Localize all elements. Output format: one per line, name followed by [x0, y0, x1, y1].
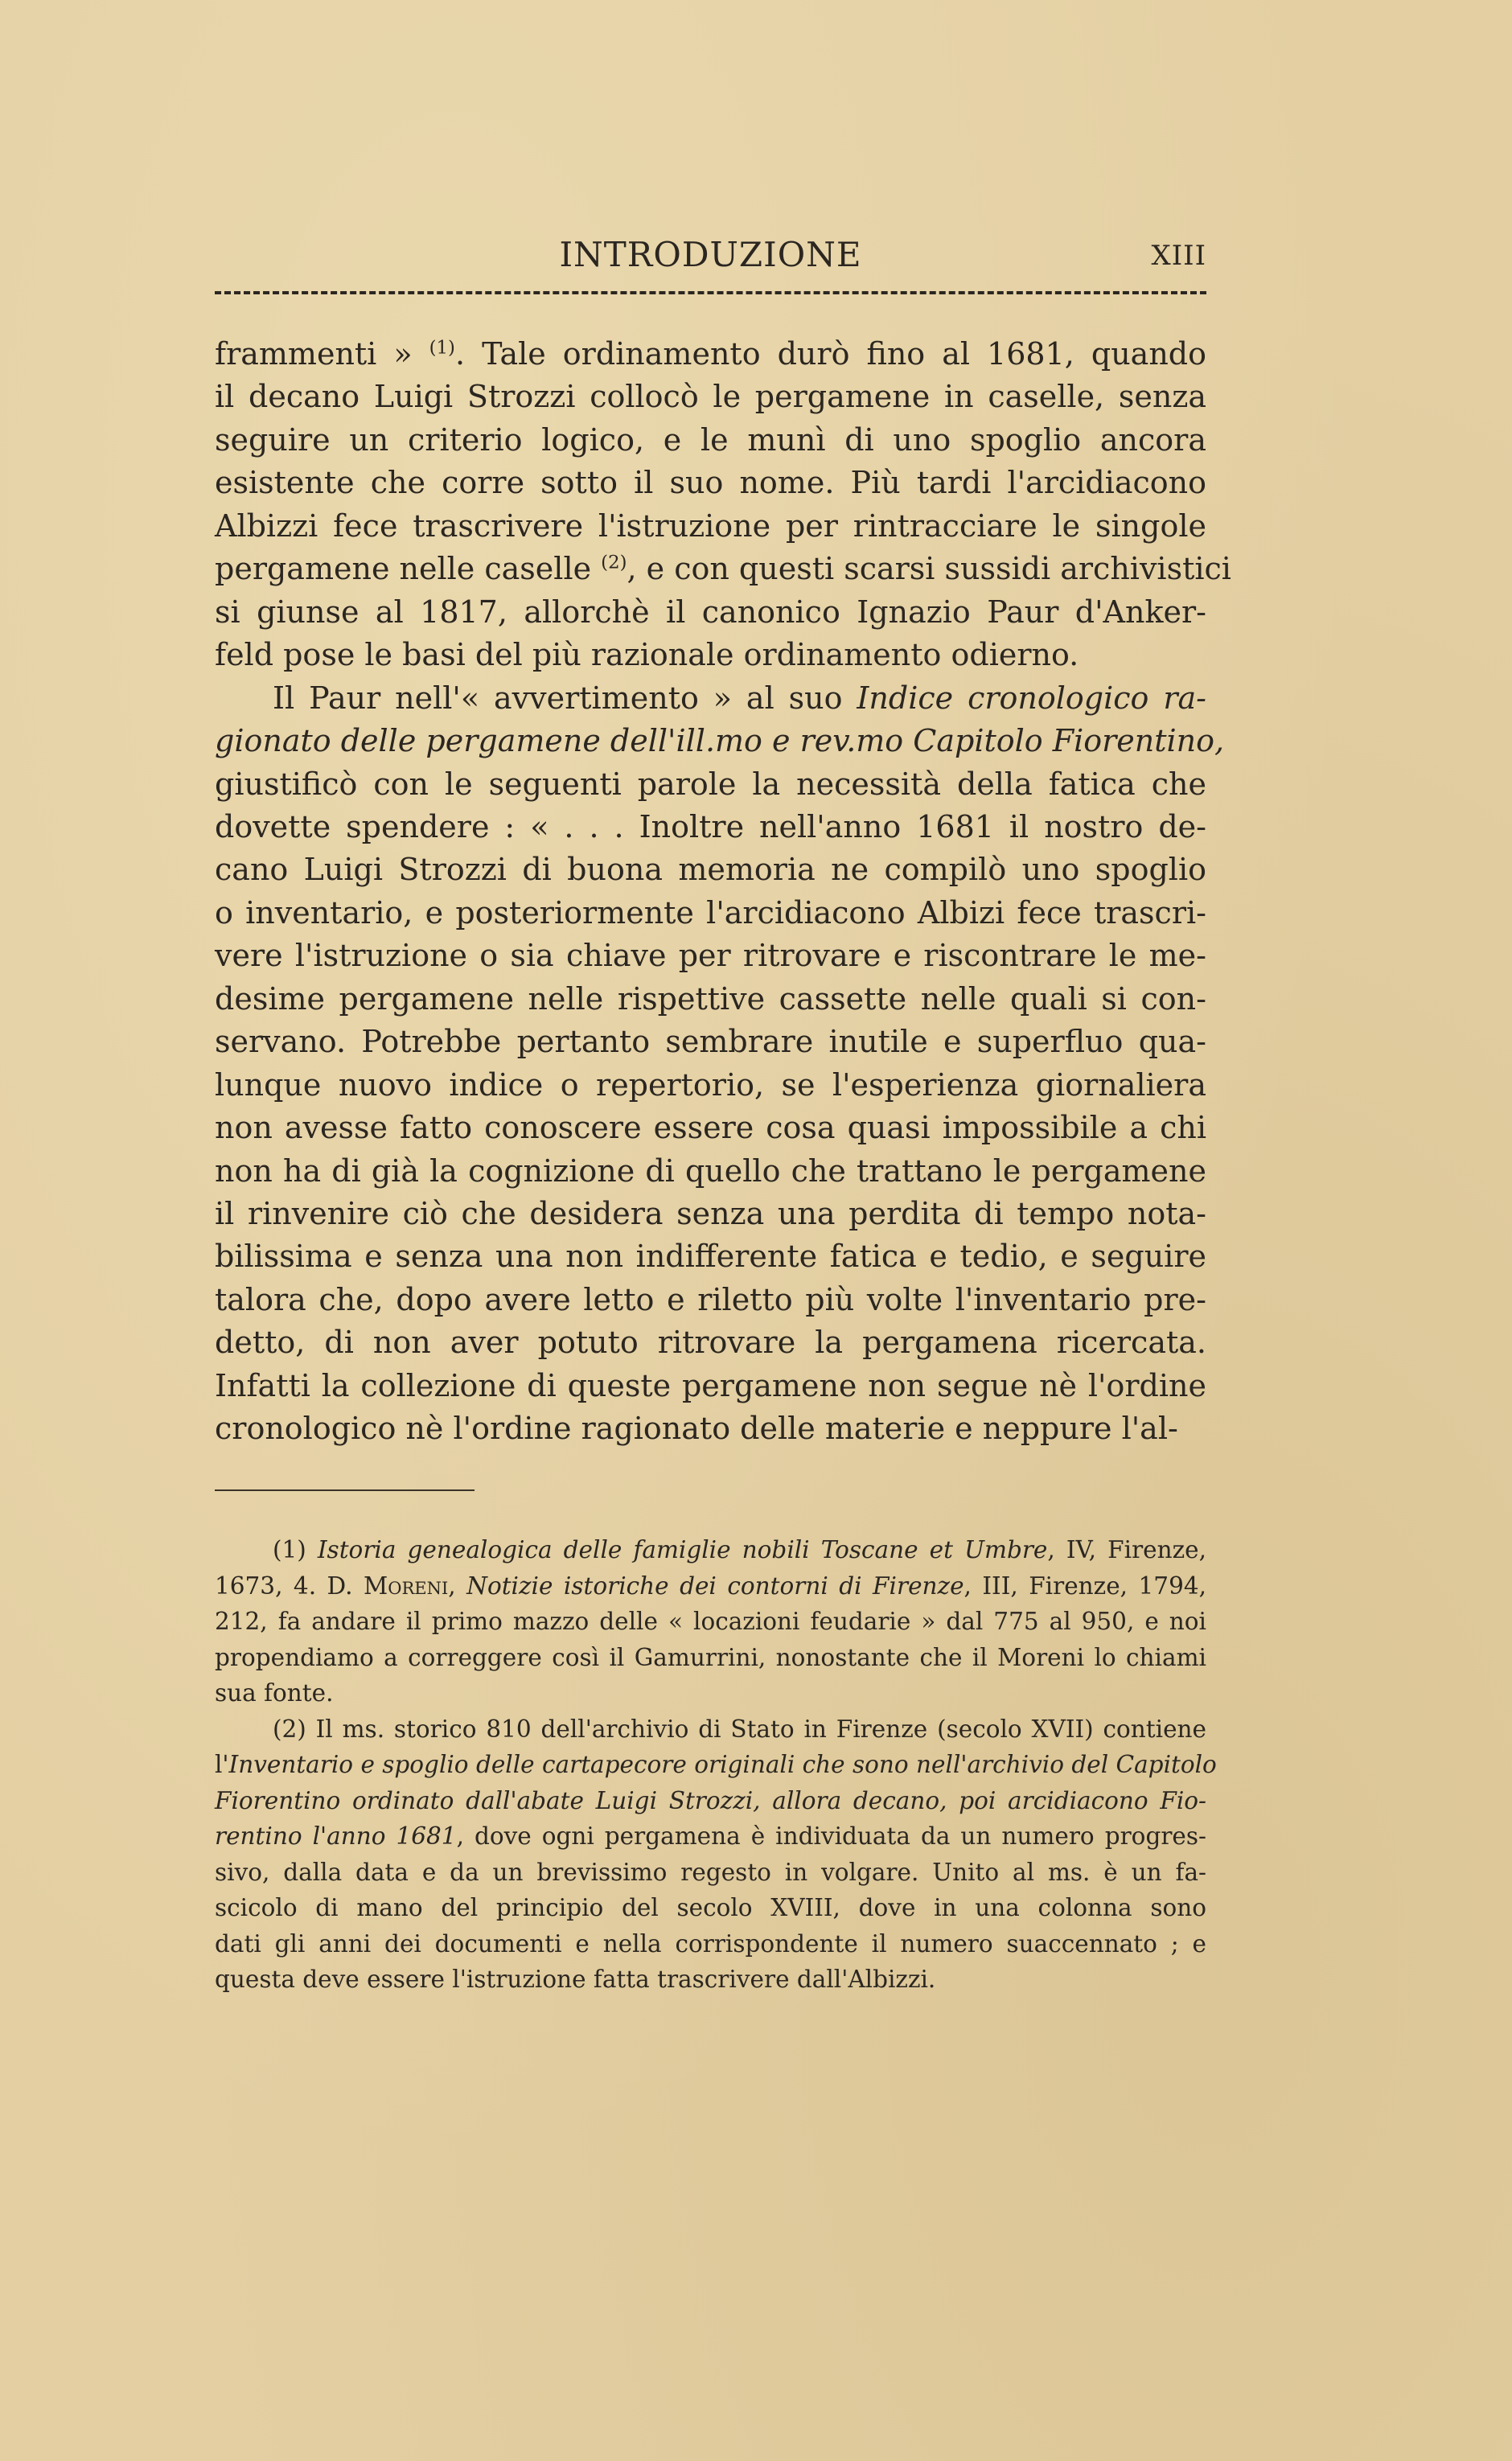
footnote-line — [215, 1568, 1206, 1604]
text-segment: (1) — [273, 1536, 318, 1563]
footnote-line — [215, 1962, 1206, 1997]
text-line — [215, 548, 1231, 590]
text-line — [215, 333, 1206, 376]
text-line — [215, 720, 1225, 762]
footnote-line — [215, 1675, 1206, 1711]
text-line — [215, 806, 1206, 848]
running-header — [215, 235, 1206, 283]
text-line — [215, 505, 1206, 548]
text-segment: non ha di già la cognizione di quello che trattano le pergamene — [215, 1152, 1206, 1189]
footnote-ref: (1) — [429, 337, 455, 359]
text-segment: , IV, Firenze, — [1047, 1536, 1206, 1563]
text-segment: (2) Il ms. storico 810 dell'archivio di Stato in Firenze (secolo XVII) contiene — [273, 1715, 1206, 1743]
text-segment: , e con questi scarsi sussidi archivistici — [627, 551, 1231, 587]
text-line — [215, 1150, 1206, 1193]
text-segment: cronologico nè l'ordine ragionato delle materie e neppure l'al- — [215, 1411, 1178, 1447]
text-segment: , dove ogni pergamena è individuata da un numero progres- — [456, 1822, 1206, 1850]
text-line — [215, 1235, 1206, 1278]
text-line — [215, 1064, 1206, 1107]
text-segment: Albizzi fece trascrivere l'istruzione per rintracciare le singole — [215, 507, 1206, 544]
text-segment: giustificò con le seguenti parole la necessità della fatica che — [215, 766, 1206, 802]
footnote-line — [215, 1640, 1206, 1675]
text-segment: 212, fa andare il primo mazzo delle « locazioni feudarie » dal 775 al 950, e noi — [215, 1608, 1206, 1635]
italic-text: Indice cronologico ra- — [857, 680, 1206, 716]
text-segment: l' — [215, 1751, 229, 1778]
footnote-line — [215, 1747, 1217, 1782]
text-segment: si giunse al 1817, allorchè il canonico Ignazio Paur d'Anker- — [215, 594, 1206, 630]
text-segment: seguire un criterio logico, e le munì di uno spoglio ancora — [215, 421, 1206, 458]
text-segment: , III, Firenze, 1794, — [963, 1572, 1206, 1600]
text-segment: sivo, dalla data e da un brevissimo regesto in volgare. Unito al ms. è un fa- — [215, 1858, 1206, 1886]
text-segment: bilissima e senza una non indifferente fatica e tedio, e seguire — [215, 1239, 1206, 1275]
text-segment: propendiamo a correggere così il Gamurrini, nonostante che il Moreni lo chiami — [215, 1643, 1206, 1671]
footnote-line — [273, 1532, 1206, 1567]
text-segment: esistente che corre sotto il suo nome. Più tardi l'arcidiacono — [215, 465, 1206, 501]
italic-text: Inventario e spoglio delle cartapecore originali che sono nell'archivio del Capitolo — [228, 1751, 1217, 1778]
text-line — [215, 1365, 1206, 1407]
text-segment: lunque nuovo indice o repertorio, se l'esperienza giornaliera — [215, 1066, 1206, 1103]
text-segment: cano Luigi Strozzi di buona memoria ne compilò uno spoglio — [215, 852, 1206, 888]
text-segment: Moreni — [364, 1572, 449, 1600]
footnote-ref: (2) — [601, 552, 627, 573]
text-line — [215, 978, 1206, 1021]
text-line — [215, 848, 1206, 891]
text-segment: o inventario, e posteriormente l'arcidiacono Albizi fece trascri- — [215, 894, 1206, 931]
italic-text: rentino l'anno 1681 — [215, 1822, 457, 1850]
text-line — [215, 1021, 1206, 1063]
footnote-line — [215, 1926, 1206, 1962]
text-segment: dovette spendere : « . . . Inoltre nell'anno 1681 il nostro de- — [215, 808, 1206, 844]
italic-text: gionato delle pergamene dell'ill.mo e rev.mo Capitolo Fiorentino, — [215, 723, 1225, 759]
italic-text: Notizie istoriche dei contorni di Firenze — [466, 1572, 964, 1600]
page-number: XIII — [1151, 240, 1206, 272]
text-line — [215, 1107, 1206, 1149]
text-line — [215, 1193, 1206, 1235]
text-segment: detto, di non aver potuto ritrovare la pergamena ricercata. — [215, 1325, 1206, 1361]
text-segment: pergamene nelle caselle — [215, 551, 602, 587]
text-segment: desime pergamene nelle rispettive cassette nelle quali si con- — [215, 980, 1206, 1017]
text-segment: questa deve essere l'istruzione fatta trascrivere dall'Albizzi. — [215, 1966, 936, 1993]
header-rule — [215, 291, 1206, 294]
text-line — [215, 462, 1206, 504]
text-segment: 1673, 4. D. — [215, 1572, 364, 1600]
text-line — [215, 763, 1206, 806]
text-line — [215, 634, 1206, 676]
text-line — [215, 419, 1206, 462]
text-segment: dati gli anni dei documenti e nella corrispondente il numero suaccennato ; e — [215, 1929, 1206, 1958]
text-line — [215, 892, 1206, 935]
running-title: INTRODUZIONE — [559, 235, 862, 274]
text-segment: scicolo di mano del principio del secolo XVIII, dove in una colonna sono — [215, 1894, 1206, 1921]
text-segment: Il Paur nell'« avvertimento » al suo — [273, 680, 857, 716]
text-line — [215, 1407, 1206, 1450]
text-segment: talora che, dopo avere letto e riletto più volte l'inventario pre- — [215, 1281, 1206, 1317]
text-line — [215, 935, 1206, 977]
italic-text: Istoria genealogica delle famiglie nobili Toscane et Umbre — [317, 1536, 1048, 1563]
footnote-line — [273, 1711, 1206, 1747]
text-segment: il decano Luigi Strozzi collocò le pergamene in caselle, senza — [215, 379, 1206, 415]
footnote-line — [215, 1890, 1206, 1925]
text-line — [215, 376, 1206, 418]
text-segment: vere l'istruzione o sia chiave per ritrovare e riscontrare le me- — [215, 938, 1206, 974]
text-line — [215, 591, 1206, 634]
text-line — [215, 1321, 1206, 1364]
italic-text: Fiorentino ordinato dall'abate Luigi Strozzi, allora decano, poi arcidiacono Fio- — [215, 1786, 1206, 1814]
text-segment: il rinvenire ciò che desidera senza una perdita di tempo nota- — [215, 1196, 1206, 1231]
text-line — [273, 677, 1206, 720]
footnote-line — [215, 1783, 1206, 1818]
footnote-separator — [215, 1489, 475, 1491]
text-line — [215, 1279, 1206, 1321]
text-segment: feld pose le basi del più razionale ordinamento odierno. — [215, 637, 1079, 673]
footnote-line — [215, 1818, 1206, 1854]
text-segment: Infatti la collezione di queste pergamene non segue nè l'ordine — [215, 1367, 1206, 1403]
footnote-line — [215, 1604, 1206, 1639]
text-segment: servano. Potrebbe pertanto sembrare inutile e superfluo qua- — [215, 1024, 1206, 1060]
text-segment: sua fonte. — [215, 1679, 334, 1707]
text-segment: , — [448, 1572, 467, 1600]
text-segment: frammenti » — [215, 336, 429, 372]
text-segment: . Tale ordinamento durò fino al 1681, quando — [454, 336, 1206, 372]
footnote-line — [215, 1855, 1206, 1890]
text-segment: non avesse fatto conoscere essere cosa quasi impossibile a chi — [215, 1110, 1206, 1146]
